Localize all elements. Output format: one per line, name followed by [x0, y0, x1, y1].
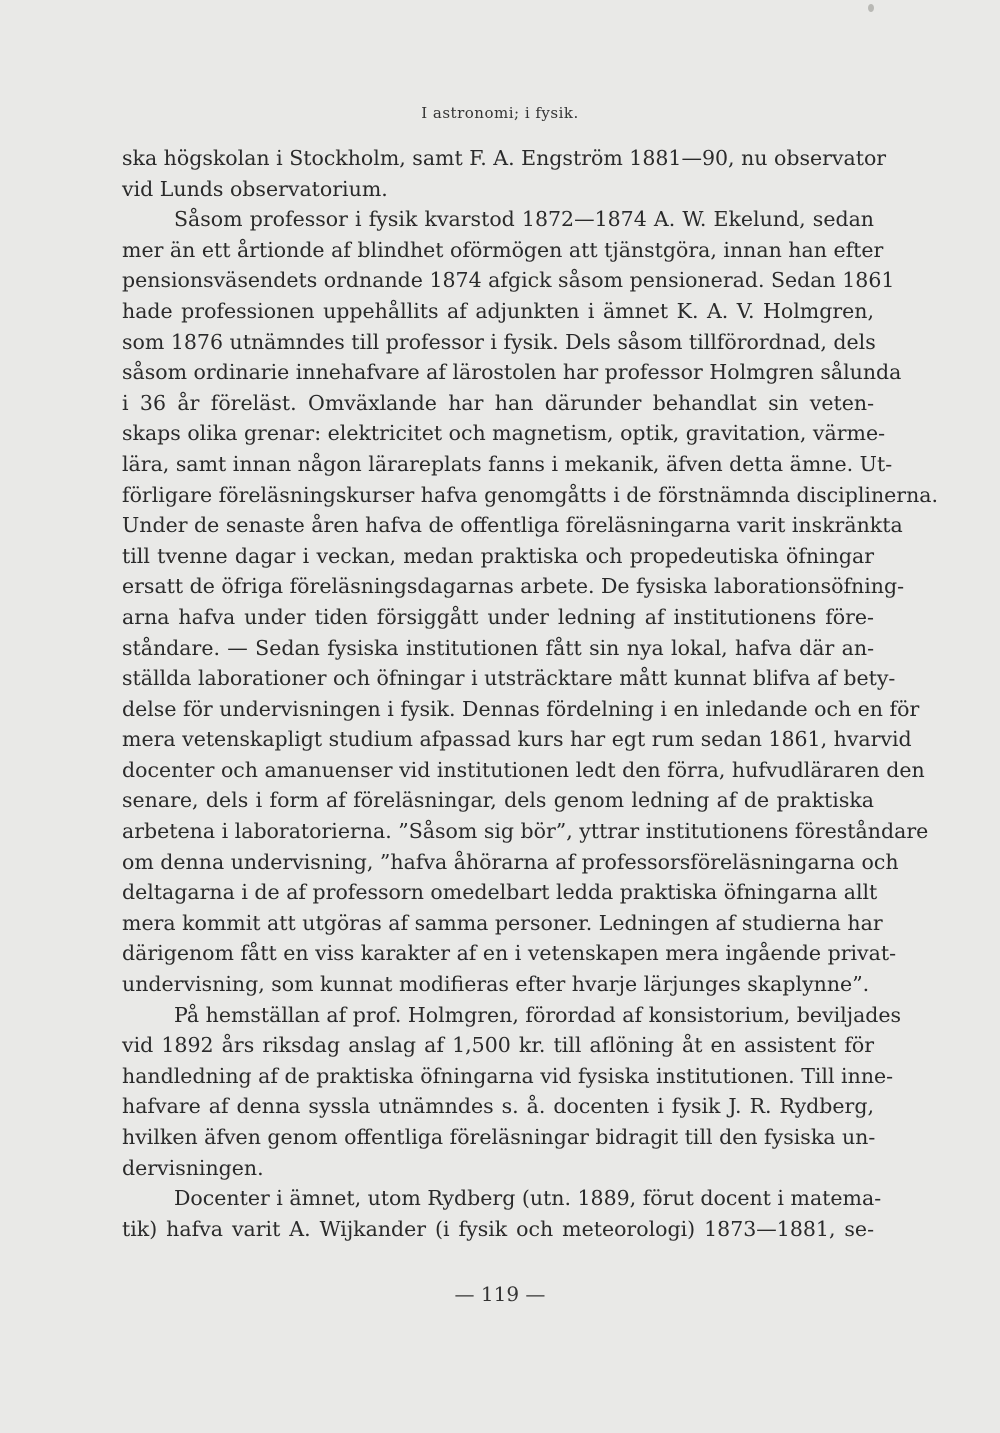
text-line: som 1876 utnämndes till professor i fysik. Dels såsom tillförordnad, dels: [122, 329, 876, 354]
page-number: — 119 —: [454, 1282, 546, 1306]
text-line: såsom ordinarie innehafvare af lärostolen har professor Holmgren sålunda: [122, 360, 902, 385]
text-line: till tvenne dagar i veckan, medan praktiska och propedeutiska öfningar: [122, 543, 874, 568]
text-line: handledning af de praktiska öfningarna vid fysiska institutionen. Till inne-: [122, 1063, 894, 1088]
text-line: tik) hafva varit A. Wijkander (i fysik och meteorologi) 1873—1881, se-: [122, 1216, 874, 1241]
text-line: därigenom fått en viss karakter af en i vetenskapen mera ingående privat-: [122, 941, 897, 966]
text-line: undervisning, som kunnat modifieras efter hvarje lärjunges skaplynne”.: [122, 972, 870, 997]
text-line: hvilken äfven genom offentliga föreläsningar bidragit till den fysiska un-: [122, 1125, 876, 1149]
paper-speck: [868, 4, 874, 12]
text-line: ska högskolan i Stockholm, samt F. A. Engström 1881—90, nu observator: [122, 146, 887, 170]
text-line: vid Lunds observatorium.: [122, 176, 388, 201]
text-line: i 36 år föreläst. Omväxlande har han därunder behandlat sin veten-: [122, 390, 874, 415]
body-text: [122, 143, 939, 1244]
text-line: pensionsväsendets ordnande 1874 afgick såsom pensionerad. Sedan 1861: [122, 268, 895, 293]
text-line: senare, dels i form af föreläsningar, dels genom ledning af de praktiska: [122, 788, 874, 813]
text-line: vid 1892 års riksdag anslag af 1,500 kr. till aflöning åt en assistent för: [122, 1033, 874, 1058]
text-line: mera kommit att utgöras af samma personer. Ledningen af studierna har: [122, 910, 883, 935]
text-line: Såsom professor i fysik kvarstod 1872—1874 A. W. Ekelund, sedan: [174, 207, 874, 232]
text-line: arna hafva under tiden försiggått under ledning af institutionens före-: [122, 604, 874, 629]
text-line: På hemställan af prof. Holmgren, förordad af konsistorium, beviljades: [174, 1002, 902, 1027]
text-line: ersatt de öfriga föreläsningsdagarnas arbete. De fysiska laborationsöfning-: [122, 574, 905, 599]
text-line: Docenter i ämnet, utom Rydberg (utn. 1889, förut docent i matema-: [174, 1186, 882, 1211]
text-line: docenter och amanuenser vid institutionen ledt den förra, hufvudläraren den: [122, 757, 925, 782]
text-line: lära, samt innan någon lärareplats fanns i mekanik, äfven detta ämne. Ut-: [122, 451, 893, 476]
text-line: om denna undervisning, ”hafva åhörarna af professorsföreläsningarna och: [122, 849, 899, 874]
text-line: ställda laborationer och öfningar i utsträcktare mått kunnat blifva af bety-: [122, 666, 896, 691]
running-head: I astronomi; i fysik.: [421, 104, 579, 122]
text-line: skaps olika grenar: elektricitet och magnetism, optik, gravitation, värme-: [122, 421, 886, 446]
text-line: Under de senaste åren hafva de offentliga föreläsningarna varit inskränkta: [122, 513, 903, 538]
text-line: dervisningen.: [122, 1155, 264, 1180]
text-line: mera vetenskapligt studium afpassad kurs har egt rum sedan 1861, hvarvid: [122, 727, 912, 752]
text-line: deltagarna i de af professorn omedelbart ledda praktiska öfningarna allt: [122, 880, 878, 905]
text-line: förligare föreläsningskurser hafva genomgåtts i de förstnämnda disciplinerna.: [122, 482, 939, 507]
text-line: arbetena i laboratorierna. ”Såsom sig bör”, yttrar institutionens föreståndare: [122, 819, 929, 844]
text-line: mer än ett årtionde af blindhet oförmögen att tjänstgöra, innan han efter: [122, 237, 884, 262]
text-line: ståndare. — Sedan fysiska institutionen fått sin nya lokal, hafva där an-: [122, 635, 874, 660]
text-line: hade professionen uppehållits af adjunkten i ämnet K. A. V. Holmgren,: [122, 298, 874, 323]
text-line: delse för undervisningen i fysik. Dennas fördelning i en inledande och en för: [122, 696, 920, 721]
text-line: hafvare af denna syssla utnämndes s. å. docenten i fysik J. R. Rydberg,: [122, 1094, 874, 1119]
